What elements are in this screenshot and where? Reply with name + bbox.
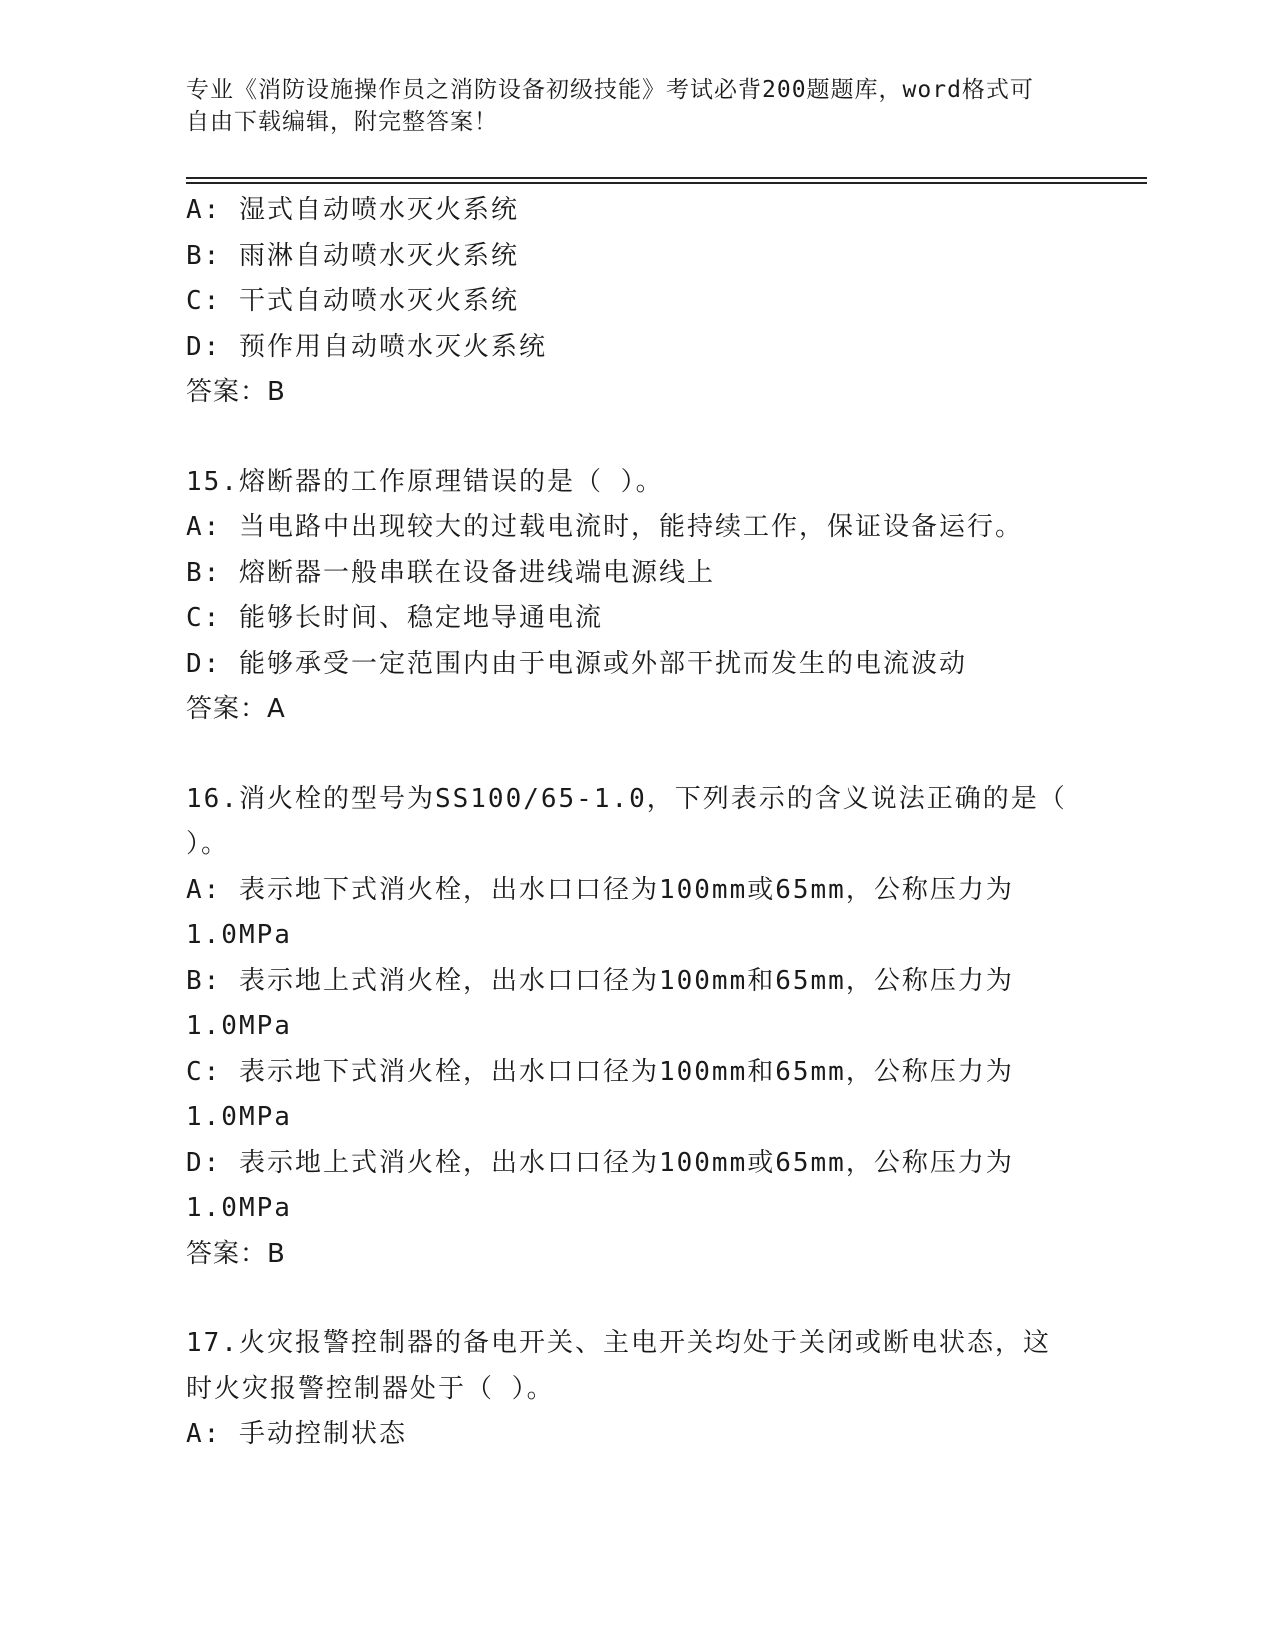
header-line-2: 自由下载编辑，附完整答案！ [186, 109, 498, 135]
answer: 答案：B [186, 1238, 286, 1269]
option-d-continued: 1.0MPa [186, 1193, 292, 1223]
question-stem-line-1: 17.火灾报警控制器的备电开关、主电开关均处于关闭或断电状态，这 [186, 1328, 1051, 1358]
header-rule-top [186, 177, 1147, 179]
spacer [186, 416, 1086, 460]
option-c-continued: 1.0MPa [186, 1102, 292, 1132]
question-stem-line-1: 16.消火栓的型号为SS100/65-1.0，下列表示的含义说法正确的是（ [186, 783, 1067, 814]
question-17 [186, 1321, 1086, 1458]
header-line-1: 专业《消防设施操作员之消防设备初级技能》考试必背200题题库，word格式可 [186, 77, 1034, 103]
option-a: A: 表示地下式消火栓，出水口口径为100mm或65mm，公称压力为 [186, 874, 1014, 905]
option-b: B: 表示地上式消火栓，出水口口径为100mm和65mm，公称压力为 [186, 965, 1014, 996]
option-a: A: 当电路中出现较大的过载电流时，能持续工作，保证设备运行。 [186, 512, 1023, 542]
question-stem: 15.熔断器的工作原理错误的是（ ）。 [186, 466, 664, 497]
answer: 答案：A [186, 694, 286, 724]
option-c: C: 能够长时间、稳定地导通电流 [186, 603, 603, 633]
question-15 [186, 460, 1086, 733]
header-rule-bottom [186, 182, 1147, 184]
option-a: A: 湿式自动喷水灭火系统 [186, 195, 519, 225]
question-content [186, 188, 1086, 1458]
option-c: C: 表示地下式消火栓，出水口口径为100mm和65mm，公称压力为 [186, 1056, 1014, 1087]
option-d: D: 预作用自动喷水灭火系统 [186, 331, 547, 362]
option-c: C: 干式自动喷水灭火系统 [186, 286, 519, 316]
question-16 [186, 777, 1086, 1278]
option-b: B: 熔断器一般串联在设备进线端电源线上 [186, 557, 715, 588]
document-header [186, 74, 1066, 138]
option-b-continued: 1.0MPa [186, 1011, 292, 1041]
question-stem-line-2: ）。 [186, 829, 230, 859]
question-stem-line-2: 时火灾报警控制器处于（ ）。 [186, 1373, 555, 1404]
answer: 答案：B [186, 377, 286, 407]
spacer [186, 1277, 1086, 1321]
option-a-continued: 1.0MPa [186, 920, 292, 950]
spacer [186, 733, 1086, 777]
option-b: B: 雨淋自动喷水灭火系统 [186, 240, 519, 271]
option-d: D: 能够承受一定范围内由于电源或外部干扰而发生的电流波动 [186, 648, 967, 679]
option-d: D: 表示地上式消火栓，出水口口径为100mm或65mm，公称压力为 [186, 1147, 1014, 1178]
question-14 [186, 188, 1086, 416]
option-a: A: 手动控制状态 [186, 1419, 407, 1449]
